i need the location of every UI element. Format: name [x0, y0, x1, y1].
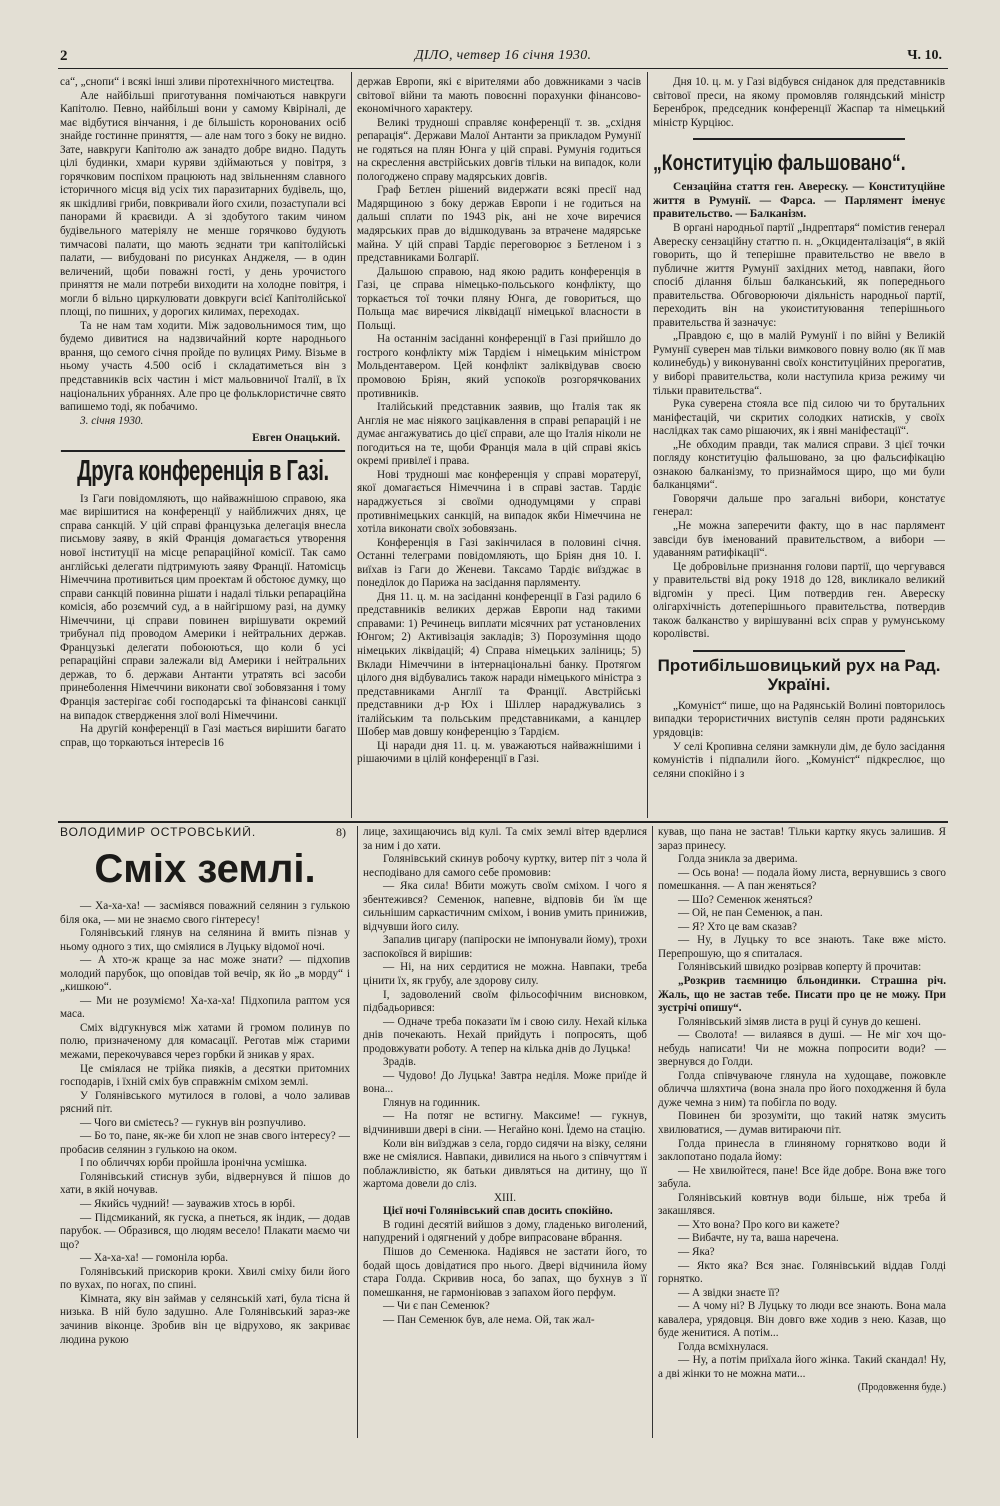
paragraph: Ці наради дня 11. ц. м. уважаються найважнішими і рішаючими в цілій конференції в Газі.	[357, 739, 641, 766]
paragraph: — Я? Хто це вам сказав?	[678, 920, 797, 933]
paragraph: Коли він виїзджав з села, гордо сидячи на візку, селяни вже не сміялися. Навпаки, дивилися на нього з співчуттям і поблажливістю, як батьки дивляться на дитину, що її жартома довели до сліз.	[363, 1137, 647, 1191]
paragraph: — Ось вона! — подала йому листа, вернувшись з свого помешкання. — А пан женяться?	[658, 866, 946, 893]
paragraph: — Якийсь чудний! — зауважив хтось в юрбі.	[80, 1198, 296, 1211]
paragraph: держав Европи, які є вірителями або довжниками з часів світової війни та мають повоєнні порахунки фінансово-економічного характеру.	[357, 76, 641, 116]
paragraph: Граф Бетлен рішений видержати всякі пресії над Мадярщиною з боку держав Европи і не годиться на дальші сплати по 1943 рік, ані не хоче виречися мадярських прав до відшкодувань за втрачене мадярське майна. У цій справі Тардіє переговорює з Бетленом і з представниками Болгарії.	[357, 184, 641, 265]
divider	[693, 650, 905, 652]
paragraph: Дня 11. ц. м. на засіданні конференції в Газі радило 6 представників великих держав Европи над такими справами: 1) Речинець виплати місячних рат установлених Юнгом; 2) Активізація закладів; 3) Порозуміння щодо німецьких ліквідацій; 4) Справа німецьких заліниць; 5) Вклади Німеччини в інтернаціональні банку. Протягом цілого дня відбувались також наради німецького міністра з представниками Англії та Франції. Австрійські представники д-р Юх і Шіллер нараджувались з італійським та польським представниками, а канцлер Шобер мав довшу конференцію з Тардієм.	[357, 590, 641, 739]
column-3	[653, 76, 945, 818]
paragraph: Запалив цигару (папіроски не імпонували йому), трохи заспокоївся й вирішив:	[363, 934, 647, 960]
paragraph: — Не хвилюйтеся, пане! Все йде добре. Вона вже того забула.	[658, 1164, 946, 1191]
paragraph: — А чому ні? В Луцьку то люди все знають. Вона мала кавалера, урядовця. Він довго вже ходив з нею. Казав, що буде женитися. А потім...	[658, 1300, 946, 1340]
paragraph: — Ха-ха-ха! — засміявся поважний селянин з гулькою біля ока, — ми не знаємо свого гінтересу!	[60, 900, 350, 926]
quote: „Не можна заперечити факту, що в нас парлямент завсіди був іменований правительством, а вибори — удаванням ратифікації“.	[653, 520, 945, 560]
paragraph: Голянівський швидко розірвав коперту й прочитав:	[678, 961, 922, 974]
paragraph: — А хто-ж краще за нас може знати? — підхопив молодий парубок, що оповідав той вечір, як йо „в морду“ і „кишкою“.	[60, 954, 350, 994]
paragraph: — Пан Семенюк був, але нема. Ой, так жал-	[383, 1313, 595, 1326]
paragraph: — Ой, не пан Семенюк, а пан.	[678, 907, 823, 920]
paragraph: — Якто яка? Вся знає. Голянівський віддав Голді горнятко.	[658, 1259, 946, 1286]
paragraph: — Хто вона? Про кого ви кажете?	[678, 1218, 840, 1231]
column-2	[357, 76, 641, 818]
page-header	[58, 46, 948, 69]
paragraph: Глянув на годинник.	[383, 1096, 481, 1109]
paragraph: Голянівський прискорив кроки. Хвилі сміху били його по вухах, по ногах, по спині.	[60, 1265, 350, 1292]
paragraph: Голянівський скинув робочу куртку, витер піт з чола й несподівано для самого себе промовив:	[363, 853, 647, 879]
paragraph: — Шо? Семенюк женяться?	[678, 893, 813, 906]
paragraph: На останнім засіданні конференції в Газі прийшло до гострого конфлікту між Тардієм і німецьким міністром Мольдентавером. Цей конфлікт заліквідував своєю промовою Бріян, який успокоїв розгорячкованих противників.	[357, 333, 641, 400]
chapter-number: XIII.	[493, 1191, 517, 1204]
paragraph: Але найбільші приготування помічаються навкруги Капітолю. Певно, найбільші вони у самому Квіріналі, де має відбутися вінчання, і де більшість коронованих осіб знайде гостинне приняття, — але нам того з боку не видно. Зате, навкруги Капітолю аж занадто добре видно. Падуть цілі будинки, хмари куряви здіймаються у повітря, з горячковим поспіхом працюють над звільненням славного історичного місця від усіх тих паразитарних будівель, що, як шкідливі гриби, повкривали його схили, позаступали всі панорами й краєвиди. А зі здобутого таким чином будівельного матеріялу не менше горячково будують тимчасові палати, що мають зєднати три капітолійські палати, — вибудовані по рисунках Анджеля, — в один величений, щоби поважні гості, у день урочистого приняття не мали потреби виходити на холодне повітря, і могли б вільно циркулювати довкруги всієї Капітолійської площі, по пишних, у дорогих килимах, переходах.	[60, 89, 346, 319]
subheadline: Сензаційна стаття ген. Авереску. — Конституційне життя в Румунії. — Фарса. — Парлямент іменує правительство. — Балканізм.	[653, 181, 945, 221]
paragraph: Говорячи дальше про загальні вибори, констатує генерал:	[653, 492, 945, 519]
quote: „Не обходим правди, так малися справи. З цієї точки погляду конституцію фальшовано, за цю фальсифікацію ознакою балканізму, то признаймося щиро, що ми були балканцями“.	[653, 438, 945, 492]
paragraph: — Вибачте, ну та, ваша наречена.	[678, 1232, 839, 1245]
paragraph: Великі трудноші справляє конференції т. зв. „східня репарація“. Держави Малої Антанти за прикладом Румунії не годяться на плян Юнга у цій справі. Румунія годиться на скреслення австрійських довгів тільки на випадок, коли пологоджено справу мадярських довгів.	[357, 116, 641, 183]
paragraph: Голянівський ковтнув води більше, ніж треба й закашлявся.	[658, 1191, 946, 1218]
story-column-1	[60, 826, 350, 1440]
paragraph: кував, що пана не застав! Тільки картку якусь залишив. Я зараз принесу.	[658, 826, 946, 852]
paragraph: Із Гаги повідомляють, що найважнішою справою, яка має вирішитися на конференції у найближчих днях, це справа санкцій. У цій справі французька делегація внесла письмову заяву, в якій Франція домагається утворення нової інституції на місце репараційної комісії. Так само англійські делегати підтримують заяву Франції. Натомісць Німеччина противиться цим проектам й обстоює думку, що справи санкцій повинна рішати і надалі тільки репараційна комісія, або розємчий суд, а в найгіршому разі, на думку Німеччини, ці справи повинен вирішувати окремий трибунал під проводом Америки і нейтральних держав. Французькі делегати побоюються, що коли б усі репараційні справи залежали від Америки і нейтральних держав, то б. держави Антанти утратять всі засоби принеболення Німеччини виконати свої зобовязання і тому Франція застерігає собі господарські та фінансові санкції на випадок ствердження злої волі Німеччини.	[60, 492, 346, 722]
column-rule	[351, 72, 352, 818]
paragraph: — Чудово! До Луцька! Завтра неділя. Може приїде й вона...	[363, 1069, 647, 1096]
paragraph: Голянівський глянув на селянина й вмить пізнав у ньому одного з тих, що сміялися в Луцьку відомої ночі.	[60, 927, 350, 953]
paragraph: — Яка?	[678, 1245, 715, 1258]
paragraph: І, задоволений своїм фільософічним висновком, підбадьорився:	[363, 988, 647, 1015]
article-date: 3. січня 1930.	[80, 414, 144, 427]
headline-anti-bolshevik: Протибільшовицький рух на Рад. Україні.	[657, 655, 941, 694]
paragraph: В годині десятій вийшов з дому, гладенько виголений, напудрений і одягнений у добре випрасоване вбрання.	[363, 1218, 647, 1245]
paragraph: Голянівський зімяв листа в руці й сунув до кешені.	[678, 1015, 921, 1028]
paragraph: Це добровільне признання голови партії, що чергувався у правительстві від року 1918 до 128, викликало великий відгомін у пресі. Цим потвердив ген. Авереску олігархічність дотеперішнього правительства, потвердив також балканство у вирішуванні всіх справ у румунському королівстві.	[653, 560, 945, 641]
issue-number: Ч. 10.	[907, 48, 942, 63]
paragraph: У Голянівського мутилося в голові, а чоло заливав рясний піт.	[60, 1089, 350, 1116]
section-divider	[58, 821, 948, 823]
paragraph: — Ні, на них сердитися не можна. Навпаки, треба цінити їх, як грубу, але здорову силу.	[363, 961, 647, 988]
paragraph: В органі народньої партії „Індрептаря“ помістив генерал Авереску сензаційну статтю п. н. „Окциденталізація“, в якій говорить, що й теперішне правительство не ввело в публичне життя Румунії західних метод, навпаки, його спосіб ділання більш балканський, як попереднього правительства. Обговорюючи діяльність народньої партії, переходить він на укоиституювання теперішнього правительства й зазначує:	[653, 221, 945, 329]
paragraph: — А звідки знаєте її?	[678, 1286, 780, 1299]
headline-hague-conference: Друга конференція в Газі.	[61, 450, 345, 487]
column-rule	[652, 826, 653, 1438]
headline-constitution: „Конституцію фальшовано“.	[653, 150, 906, 176]
paragraph: са“, „снопи“ і всякі інші зливи піротехнічного мистецтва.	[60, 76, 335, 88]
paragraph: Сміх відгукнувся між хатами й громом полинув по полю, призначеному для комасації. Реготав між старими межами, перекочувався через горбки й зникав у ярах.	[60, 1021, 350, 1062]
paragraph: — Ну, а потім приїхала його жінка. Такий скандал! Ну, а дві жінки то не можна мати...	[658, 1354, 946, 1380]
paragraph: Цієї ночі Голянівський спав досить спокійно.	[383, 1205, 613, 1218]
paragraph: — Підсмиканий, як гуска, а пнеться, як індик, — додав парубок. — Образився, що людям весело! Плакати маємо чи що?	[60, 1211, 350, 1251]
paragraph: „Комуніст“ пише, що на Радянській Волині повторилось випадки терористичних виступів селян проти радянських урядовців:	[653, 699, 945, 740]
story-column-3	[658, 826, 946, 1440]
paragraph: — Чи є пан Семенюк?	[383, 1300, 490, 1313]
paragraph: Голда зникла за дверима.	[678, 853, 798, 866]
paragraph: Голда всміхнулася.	[678, 1340, 769, 1353]
paragraph: — Чого ви смієтесь? — гукнув він розпучливо.	[80, 1116, 306, 1129]
paragraph: — Одначе треба показати їм і свою силу. Нехай кілька днів почекають. Нехай прийдуть і попросять, щоб продовжувати роботу. А тепер на кілька днів до Луцька!	[363, 1015, 647, 1055]
paragraph: — Ха-ха-ха! — гомоніла юрба.	[80, 1252, 229, 1265]
paragraph: Італійський представник заявив, що Італія так як Англія не має ніякого зацікавлення в справі репарацій і не думає ангажуватись до цієї справи, але що Італія ніколи не погодиться на те, щоби Франція мала в цій справі якісь окремі привілеї і права.	[357, 401, 641, 468]
column-rule	[357, 826, 358, 1438]
paragraph: — Яка сила! Вбити можуть своїм сміхом. І чого я збентежився? Семенюк, напевне, відповів би їм ще сильнішим саркастичним сміхом, і вонив умить принижив, відчувши його силу.	[363, 880, 647, 933]
paragraph: Голда принесла в глиняному горнятково води й заклопотано подала йому:	[658, 1137, 946, 1164]
paragraph: Нові трудноші має конференція у справі моратеруї, якої домагається Німеччина і в справі застав. Тардіє нараджується зі своїми однодумцями у справі противнімецьких санкцій, на випадок якби Німеччина не хотіла виконати своїх зобовязань.	[357, 468, 641, 536]
paragraph: І по обличчях юрби пройшла іронічна усмішка.	[80, 1157, 307, 1170]
page-number: 2	[60, 48, 68, 64]
paragraph: Та не нам там ходити. Між задовольнимося тим, що будемо дивитися на надзвичайний корте народнього врання, що семого січня пройде по вулицях Риму. Візьме в ньому участь 4.500 осіб і складатиметься він з представників всіх частин і міст мальовничої Італії, в їх національних убраннях. Але про це фольклористичне свято вапишемо тоді, як побачимо.	[60, 319, 346, 414]
masthead-date: ДІЛО, четвер 16 січня 1930.	[414, 48, 592, 63]
paragraph: Кімната, яку він займав у селянській хаті, була тісна й низька. В ній було задушно. Але Голянівський зараз-же зачинив віконце. Зробив він це відрухово, як закриває людина рукою	[60, 1292, 350, 1346]
paragraph: Зрадів.	[383, 1056, 417, 1069]
to-be-continued: (Продовження буде.)	[857, 1382, 946, 1394]
paragraph: — На потяг не встигну. Максиме! — гукнув, відчинивши двері в сіни. — Негайно коні. Їдемо на стацію.	[363, 1110, 647, 1137]
story-column-2	[363, 826, 647, 1440]
paragraph: Дня 10. ц. м. у Газі відбувся сніданок для представників світової преси, на якому промовляв голяндський міністр Беренброк, председник конференції Жаспар та німецький міністр Курціюс.	[653, 76, 945, 129]
paragraph: — Сволота! — вилаявся в душі. — Не міг хоч що-небудь написати! Чи не можна попросити води? — звернувся до Голди.	[658, 1029, 946, 1069]
paragraph: Конференція в Газі закінчилася в половині січня. Останні телеграми повідомляють, що Бріян дня 10. І. виїхав із Гаги до Женеви. Таксамо Тардіє виїзджає в понеділок до Парижа на засідання парляменту.	[357, 536, 641, 590]
story-title: Сміх землі.	[94, 847, 316, 891]
paragraph: — Бо то, пане, як-же би хлоп не знав свого інтересу? — пробасив селянин з гулькою на оком.	[60, 1130, 350, 1156]
quote: „Правдою є, що в малій Румунії і по війні у Великій Румунії суверен мав тільки вимкового повну волю (як її мав колинебудь) у виконуванні своїх конституційних прерогатив, у виборі правительства, коли наступила криза режиму чи тільки правительства“.	[653, 330, 945, 397]
paragraph: Дальшою справою, над якою радить конференція в Газі, це справа німецько-польського конфлікту, що торкається тої точки пляну Юнга, де говориться, що Польща має виречися ліквідації німецької власности в Польщі.	[357, 265, 641, 332]
paragraph: Голянівський стиснув зуби, відвернувся й пішов до хати, в якій ночував.	[60, 1170, 350, 1197]
column-rule	[647, 72, 648, 818]
paragraph: — Ну, в Луцьку то все знають. Таке вже місто. Перепрошую, що я спиталася.	[658, 934, 946, 960]
paragraph: Рука суверена стояла все під силою чи то брутальних манiфестацій, чи скритих солодких натисків, у своїх наслідках так само рішаючих, як і явні маніфестації“.	[653, 398, 945, 438]
installment-number: 8)	[336, 826, 346, 839]
column-1	[60, 76, 346, 818]
article-signature: Евген Онацький.	[252, 432, 340, 445]
paragraph: Пішов до Семенюка. Надіявся не застати його, то бодай щось довідатися про нього. Двері відчинила йому стара Голда. Скривив носа, бо запах, що бухнув з її помешкання, не гармоніював з запахом його перфум.	[363, 1245, 647, 1299]
paragraph: Голда співчуваюче глянула на худощаве, пожовкле обличча шляхтича (вона знала про його походження й була дуже чемна з ним) та побігла по воду.	[658, 1069, 946, 1109]
quote: „Розкрив таємницю бльондинки. Страшна річ. Жаль, що не застав тебе. Писати про це не можу. При зустрічі опишу“.	[658, 975, 946, 1015]
paragraph: На другій конференції в Газі мається вирішити багато справ, що торкаються інтересів 16	[60, 723, 346, 749]
paragraph: лице, захищаючись від кулі. Та сміх землі вітер вдерлися за ним і до хати.	[363, 826, 647, 852]
divider	[693, 138, 905, 140]
story-byline	[60, 826, 350, 842]
paragraph: Повинен би зрозуміти, що такий натяк змусить хвилюватися, — думав витираючи піт.	[658, 1110, 946, 1137]
paragraph: Це сміялася не трійка пияків, а десятки притомних господарів, і їхній сміх був справжнім сміхом землі.	[60, 1062, 350, 1089]
paragraph: — Ми не розуміємо! Ха-ха-ха! Підхопила раптом уся маса.	[60, 994, 350, 1021]
paragraph: У селі Кропивна селяни замкнули дім, де було засідання комуністів і підпалили його. „Комуніст“ підкреслює, що селяни спокійно і з	[653, 740, 945, 780]
story-author: ВОЛОДИМИР ОСТРОВСЬКИЙ.	[60, 826, 257, 839]
